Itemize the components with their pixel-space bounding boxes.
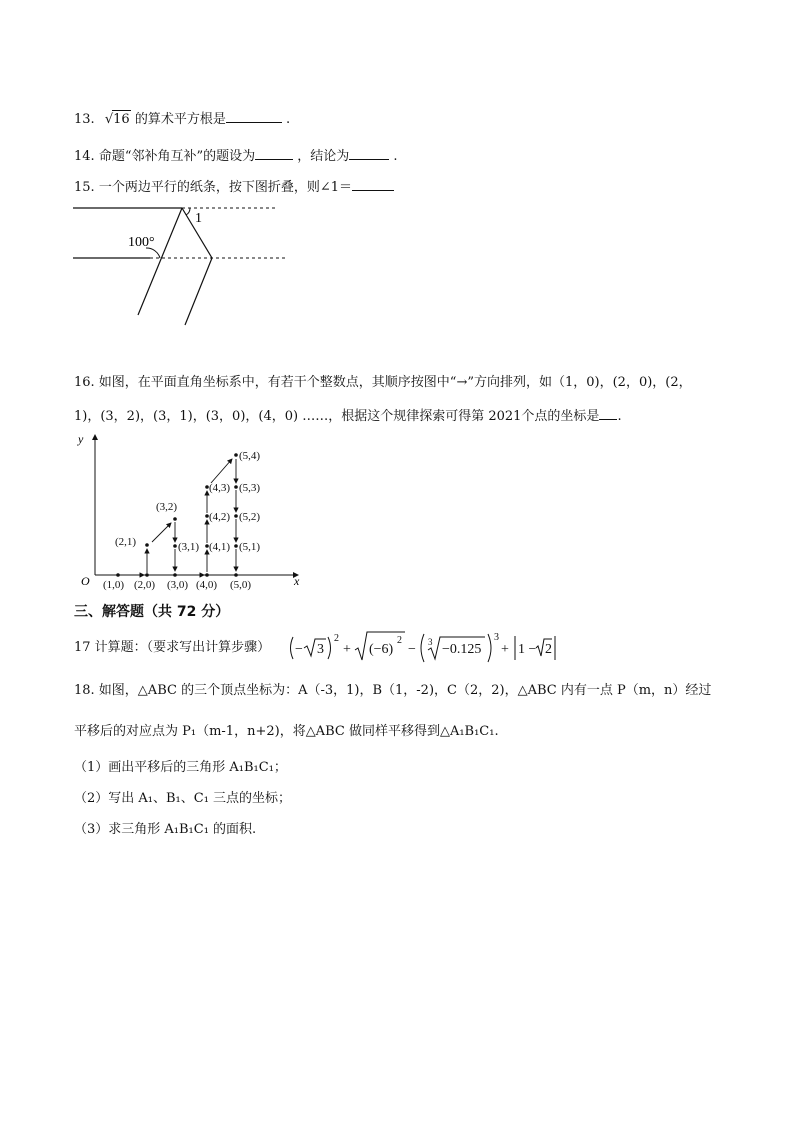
answer-blank[interactable] bbox=[352, 176, 394, 191]
angle-1-label: 1 bbox=[195, 211, 202, 226]
answer-blank[interactable] bbox=[599, 405, 617, 420]
plus-sign: + bbox=[343, 642, 351, 657]
answer-blank[interactable] bbox=[226, 108, 282, 123]
section-title: 三、解答题（共 72 分） bbox=[74, 604, 230, 620]
plus-sign: + bbox=[501, 642, 509, 657]
root-index-3: 3 bbox=[428, 637, 433, 647]
point-label: (5,4) bbox=[239, 450, 261, 462]
question-text: 的算术平方根是 bbox=[134, 112, 226, 127]
question-16-line-1: 16. 如图，在平面直角坐标系中，有若干个整数点，其顺序按图中“→”方向排列，如（1，0)，(2，0)，(2， bbox=[74, 375, 692, 390]
point-label: (4,3) bbox=[209, 482, 231, 494]
question-end: . bbox=[617, 409, 622, 424]
question-15 bbox=[74, 176, 394, 197]
q17-formula bbox=[287, 628, 557, 664]
question-18-sub-3: （3）求三角形 A₁B₁C₁ 的面积. bbox=[74, 822, 257, 837]
point-label: (3,0) bbox=[167, 579, 189, 591]
folded-strip-figure bbox=[60, 198, 310, 328]
premise-blank[interactable] bbox=[255, 145, 293, 160]
question-13 bbox=[74, 108, 290, 129]
question-end: . bbox=[393, 149, 398, 164]
question-number: 13. bbox=[74, 112, 95, 127]
question-18-line-2: 平移后的对应点为 P₁（m-1，n+2)，将△ABC 做同样平移得到△A₁B₁C₁. bbox=[74, 724, 499, 739]
point-label: (1,0) bbox=[103, 579, 125, 591]
point-label: (3,2) bbox=[156, 501, 178, 513]
sqrt-sign: √ bbox=[104, 112, 114, 127]
radicand-neg6: (−6) bbox=[369, 642, 394, 657]
one-minus: 1 − bbox=[518, 642, 537, 657]
point-label: (5,2) bbox=[239, 511, 261, 523]
question-14 bbox=[74, 145, 398, 166]
question-16-line-2 bbox=[74, 405, 622, 426]
radicand-3: 3 bbox=[317, 642, 324, 657]
coordinate-points-figure bbox=[70, 430, 310, 595]
point-label: (2,1) bbox=[115, 536, 137, 548]
point-label: (5,0) bbox=[230, 579, 252, 591]
point-label: (5,3) bbox=[239, 482, 261, 494]
minus-sign: − bbox=[408, 642, 416, 657]
radicand-2: 2 bbox=[545, 642, 552, 657]
question-text-b: ，结论为 bbox=[297, 149, 350, 164]
conclusion-blank[interactable] bbox=[349, 145, 389, 160]
question-text: 一个两边平行的纸条，按下图折叠，则∠1＝ bbox=[98, 180, 352, 195]
angle-100-label: 100° bbox=[128, 235, 155, 250]
exponent-2: 2 bbox=[334, 633, 339, 644]
exponent-2: 2 bbox=[397, 635, 402, 646]
question-number: 15. bbox=[74, 180, 95, 195]
point-label: (2,0) bbox=[134, 579, 156, 591]
question-18-sub-2: （2）写出 A₁、B₁、C₁ 三点的坐标； bbox=[74, 791, 292, 806]
question-text: 1)，(3，2)，(3，1)，(3，0)，(4，0) ……，根据这个规律探索可得第 2021个点的坐标是 bbox=[74, 409, 600, 424]
question-end: . bbox=[285, 112, 291, 127]
point-label: (4,1) bbox=[209, 541, 231, 553]
point-label: (4,0) bbox=[196, 579, 218, 591]
minus-sign: − bbox=[295, 642, 303, 657]
exponent-3: 3 bbox=[494, 632, 499, 643]
radicand: 16 bbox=[113, 112, 130, 127]
question-18-line-1: 18. 如图，△ABC 的三个顶点坐标为：A（-3，1)，B（1，-2)，C（2，2)，△ABC 内有一点 P（m，n）经过 bbox=[74, 683, 712, 698]
x-axis-label: x bbox=[294, 574, 300, 588]
origin-label: O bbox=[81, 574, 90, 588]
point-label: (3,1) bbox=[178, 541, 200, 553]
question-17-text: 17 计算题：（要求写出计算步骤） bbox=[74, 640, 271, 655]
question-18-sub-1: （1）画出平移后的三角形 A₁B₁C₁； bbox=[74, 760, 287, 775]
point-label: (5,1) bbox=[239, 541, 261, 553]
y-axis-label: y bbox=[78, 432, 84, 446]
question-text-a: 命题“邻补角互补”的题设为 bbox=[98, 149, 256, 164]
radicand-cube: −0.125 bbox=[442, 642, 482, 657]
point-label: (4,2) bbox=[209, 511, 231, 523]
question-number: 14. bbox=[74, 149, 95, 164]
